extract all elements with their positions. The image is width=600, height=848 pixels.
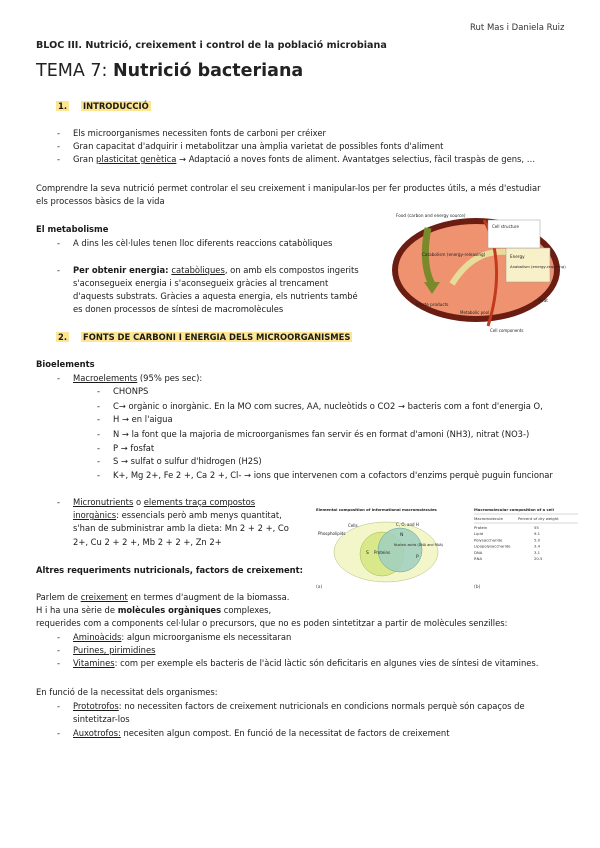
metabolisme-bullet-2-line-2: s'aconsegueix energia i s'aconsegueix gràcies al trencament xyxy=(73,278,329,288)
intro-bullet-1: Els microorganismes necessiten fonts de carboni per créixer xyxy=(73,128,326,138)
table-row-value: 3.1 xyxy=(534,549,541,555)
tema-prefix: TEMA 7: xyxy=(36,61,113,81)
macro-underlined: Macroelements xyxy=(73,373,138,383)
altres-l1-post: en termes d'augment de la biomassa. xyxy=(127,592,290,602)
composition-figure xyxy=(312,502,582,594)
altres-l1-underlined: creixement xyxy=(80,592,128,602)
table-row-name: Lipopolysaccharide xyxy=(474,543,511,549)
b2-bold: Per obtenir energia: xyxy=(73,265,172,275)
macro-sub-7: K+, Mg 2+, Fe 2 +, Ca 2 +, Cl- → ions que intervenen com a cofactors d'enzims perquè puguin funcionar xyxy=(113,470,553,480)
sub-dash: - xyxy=(97,443,101,453)
venn-s: S xyxy=(366,551,369,556)
b2-rest: , on amb els compostos ingerits xyxy=(224,265,359,275)
section-2-heading xyxy=(56,331,352,344)
label-cell-structure: Cell structure xyxy=(492,224,519,229)
prototrofos-line-2: sintetitzar-los xyxy=(73,714,130,724)
table-row-name: DNA xyxy=(474,549,483,555)
label-catabolism: Catabolism (energy-releasing) xyxy=(422,252,486,257)
factor-item-3-name: Vitamines xyxy=(73,658,115,668)
factor-item-3-rest: : com per exemple els bacteris de l'àcid làctic són deficitaris en algunes vies de síntesi de vitamines. xyxy=(114,658,539,668)
table-row-value: 55 xyxy=(534,525,539,530)
bullet-dash: - xyxy=(57,645,61,655)
venn-cho: C, O, and H xyxy=(396,522,419,527)
sub-dash: - xyxy=(97,470,101,480)
auxotrofos-line xyxy=(73,727,449,740)
table-row-value: 9.1 xyxy=(534,531,541,537)
factor-item-2-name: Purines, pirimidines xyxy=(73,645,156,655)
micronutrients-line-1 xyxy=(73,496,255,509)
factor-item-1-rest: : algun microorganisme els necessitaran xyxy=(121,632,292,642)
factor-item-3 xyxy=(73,657,538,670)
table-rows xyxy=(474,525,543,561)
factor-item-2 xyxy=(73,644,156,657)
macro-sub-6: S → sulfat o sulfur d'hidrogen (H2S) xyxy=(113,456,262,466)
bullet-dash: - xyxy=(57,373,61,383)
altres-line-2 xyxy=(36,604,271,617)
table-col-2: Percent of dry weight xyxy=(518,516,559,521)
caption-a: (a) xyxy=(316,585,323,590)
micro-underlined-2: elements traça compostos xyxy=(143,497,256,507)
table-row-value: 5.0 xyxy=(534,537,541,543)
metabolisme-bullet-1: A dins les cèl·lules tenen lloc diferents reaccions catabòliques xyxy=(73,238,333,248)
bullet-dash: - xyxy=(57,141,61,151)
venn-cells: Cells xyxy=(348,523,358,528)
intro-paragraph-line-2: els processos bàsics de la vida xyxy=(36,196,165,206)
bullet-dash: - xyxy=(57,238,61,248)
venn-proteins-label: Proteins xyxy=(374,550,391,555)
b3-pre: Gran xyxy=(73,154,97,164)
sub-dash: - xyxy=(97,414,101,424)
section-2-number: 2. xyxy=(58,332,68,342)
label-metabolic-pool: Metabolic pool xyxy=(460,310,490,315)
b2-underlined: catabòliques xyxy=(171,265,225,275)
venn-p: P xyxy=(416,555,419,560)
altres-l2-bold: molècules orgàniques xyxy=(117,605,222,615)
macro-sub-3: H → en l'aigua xyxy=(113,414,173,424)
sub-dash: - xyxy=(97,429,101,439)
altres-line-3: requerides com a components cel·lular o precursors, que no es poden sintetitzar a partir de molècules senzilles: xyxy=(36,618,508,628)
macro-sub-2: C→ orgànic o inorgànic. En la MO com sucres, AA, nucleòtids o CO2 → bacteris com a font d'energia O, xyxy=(113,401,543,411)
section-2-title: FONTS DE CARBONI I ENERGIA DELS MICROORGANISMES xyxy=(83,332,351,342)
intro-bullet-2: Gran capacitat d'adquirir i metabolitzar una àmplia varietat de possibles fonts d'aliment xyxy=(73,141,444,151)
micro-underlined-3: inorgànics xyxy=(73,510,117,520)
b3-underlined: plasticitat genètica xyxy=(96,154,177,164)
macroelements xyxy=(73,372,202,385)
label-waste: Waste products xyxy=(416,302,449,307)
micro-mid: o xyxy=(133,497,144,507)
bullet-dash: - xyxy=(57,632,61,642)
bullet-dash: - xyxy=(57,154,61,164)
micro-underlined-1: Micronutrients xyxy=(73,497,134,507)
metabolisme-heading: El metabolisme xyxy=(36,224,109,234)
altres-line-1 xyxy=(36,591,289,604)
bioelements-heading: Bioelements xyxy=(36,359,95,369)
altres-l2-pre: H i ha una sèrie de xyxy=(36,605,118,615)
venn-nucleic-label: Nucleic acids (DNA and RNA) xyxy=(394,543,444,547)
venn-phospholipids: Phospholipids xyxy=(318,531,346,536)
tema-title: Nutrició bacteriana xyxy=(112,61,304,81)
label-cell-components: Cell components xyxy=(490,328,524,333)
bullet-dash: - xyxy=(57,728,61,738)
table-row-name: Protein xyxy=(474,525,488,530)
label-anabolism: Anabolism (energy-requiring) xyxy=(510,264,566,269)
factor-item-1 xyxy=(73,631,291,644)
micronutrients-line-4: 2+, Cu 2 + 2 +, Mb 2 + 2 +, Zn 2+ xyxy=(73,537,222,547)
macro-sub-1: CHONPS xyxy=(113,386,149,396)
micronutrients-line-3: s'han de subministrar amb la dieta: Mn 2 + 2 +, Co xyxy=(73,523,289,533)
section-1-title: INTRODUCCIÓ xyxy=(83,101,149,111)
cell-metabolism-figure xyxy=(388,208,570,338)
prototrofos-line-1 xyxy=(73,700,525,713)
micronutrients-line-2 xyxy=(73,509,282,522)
prototrofos-term: Prototrofos xyxy=(73,701,119,711)
table-row-value: 20.5 xyxy=(534,556,543,561)
section-1-heading xyxy=(56,100,151,113)
table-title: Macromolecular composition of a cell xyxy=(474,507,554,512)
label-food: Food (carbon and energy source) xyxy=(396,213,466,218)
bullet-dash: - xyxy=(57,701,61,711)
table-col-1: Macromolecule xyxy=(474,516,503,521)
macro-sub-5: P → fosfat xyxy=(113,443,155,453)
bullet-dash: - xyxy=(57,265,61,275)
altres-l1-pre: Parlem de xyxy=(36,592,81,602)
b3-post: → Adaptació a noves fonts de aliment. Avantatges selectius, fàcil traspàs de gens, … xyxy=(176,154,536,164)
auxotrofos-rest: necesiten algun compost. En funció de la necessitat de factors de creixement xyxy=(120,728,450,738)
sub-dash: - xyxy=(97,401,101,411)
auxotrofos-term: Auxotrofos: xyxy=(73,728,121,738)
venn-title: Elemental composition of informational macromolecules xyxy=(316,507,437,512)
metabolisme-bullet-2-line-4: es donen processos de síntesi de macromolècules xyxy=(73,304,284,314)
bullet-dash: - xyxy=(57,128,61,138)
macro-sub-4: N → la font que la majoria de microorganismes fan servir és en format d'amoni (NH3), nitrat (NO3-) xyxy=(113,429,530,439)
metabolisme-bullet-2-line-1 xyxy=(73,264,359,277)
factor-item-1-name: Aminoàcids xyxy=(73,632,122,642)
page-title xyxy=(36,61,303,81)
authors: Rut Mas i Daniela Ruiz xyxy=(470,23,565,33)
label-energy: Energy xyxy=(510,254,525,259)
table-row-value: 3.4 xyxy=(534,543,541,549)
table-row-name: Lipid xyxy=(474,531,484,537)
altres-heading: Altres requeriments nutricionals, factors de creixement: xyxy=(36,565,303,575)
bullet-dash: - xyxy=(57,497,61,507)
funcio-line: En funció de la necessitat dels organismes: xyxy=(36,687,218,697)
micro-l2: : essencials però amb menys quantitat, xyxy=(116,510,282,520)
prototrofos-rest: : no necessiten factors de creixement nutricionals en condicions normals perquè són capaços de xyxy=(118,701,525,711)
label-heat: Heat xyxy=(538,298,548,303)
altres-l2-post: complexes, xyxy=(221,605,272,615)
bullet-dash: - xyxy=(57,658,61,668)
intro-bullet-3 xyxy=(73,153,535,166)
sub-dash: - xyxy=(97,386,101,396)
metabolisme-bullet-2-line-3: d'aquests substrats. Gràcies a aquesta energia, els nutrients també xyxy=(73,291,358,301)
table-row-name: Polysaccharide xyxy=(474,537,503,543)
section-1-number: 1. xyxy=(58,101,68,111)
intro-paragraph-line-1: Comprendre la seva nutrició permet controlar el seu creixement i manipular-los per fer productes útils, a més d'estudiar xyxy=(36,183,541,193)
bloc-title: BLOC III. Nutrició, creixement i control de la població microbiana xyxy=(36,40,387,51)
caption-b: (b) xyxy=(474,585,481,590)
table-row-name: RNA xyxy=(474,556,483,561)
macro-post: (95% pes sec): xyxy=(137,373,203,383)
sub-dash: - xyxy=(97,456,101,466)
venn-n: N xyxy=(400,533,404,538)
